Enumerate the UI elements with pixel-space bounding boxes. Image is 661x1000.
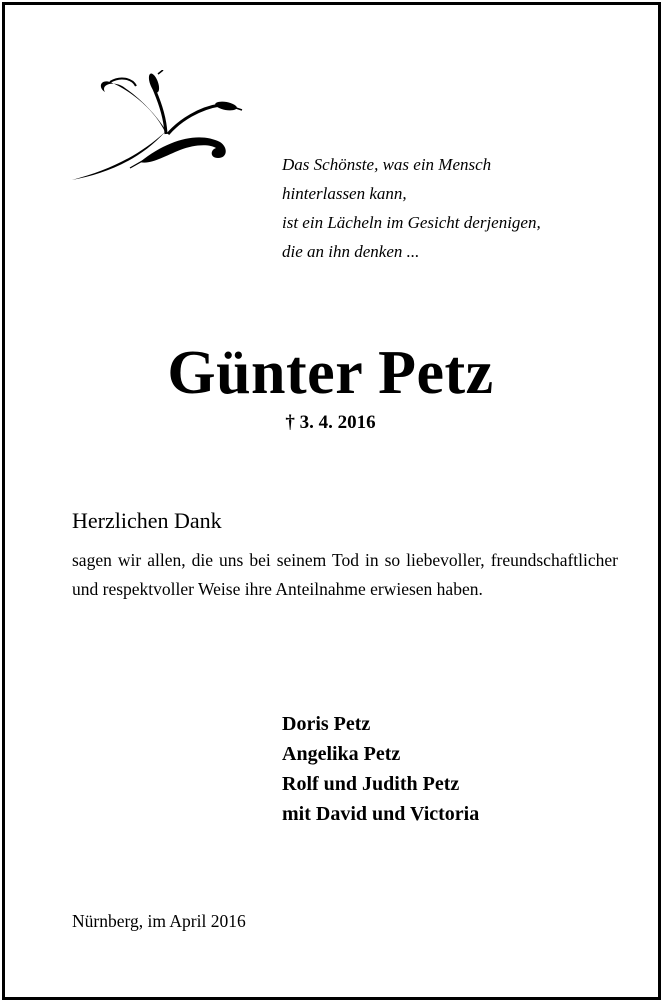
signers-list <box>282 709 479 829</box>
death-date: † 3. 4. 2016 <box>285 412 376 433</box>
reed-ornament-icon <box>70 70 245 185</box>
place-and-date: Nürnberg, im April 2016 <box>72 911 246 931</box>
quote-line: Das Schönste, was ein Mensch <box>282 155 492 174</box>
signer-name: Doris Petz <box>282 713 371 735</box>
signer-name: Angelika Petz <box>282 743 401 765</box>
quote-line: ist ein Lächeln im Gesicht derjenigen, <box>282 213 541 232</box>
quote-line: hinterlassen kann, <box>282 184 407 203</box>
memorial-quote <box>282 150 622 266</box>
quote-line: die an ihn denken ... <box>282 242 420 261</box>
signer-name: Rolf und Judith Petz <box>282 773 460 795</box>
thanks-heading: Herzlichen Dank <box>72 508 222 533</box>
signer-name: mit David und Victoria <box>282 803 480 825</box>
deceased-name: Günter Petz <box>167 339 494 407</box>
thanks-text: sagen wir allen, die uns bei seinem Tod in so liebevoller, freundschaftlicher und respektvoller Weise ihre Anteilnahme erwiesen haben. <box>72 550 618 599</box>
